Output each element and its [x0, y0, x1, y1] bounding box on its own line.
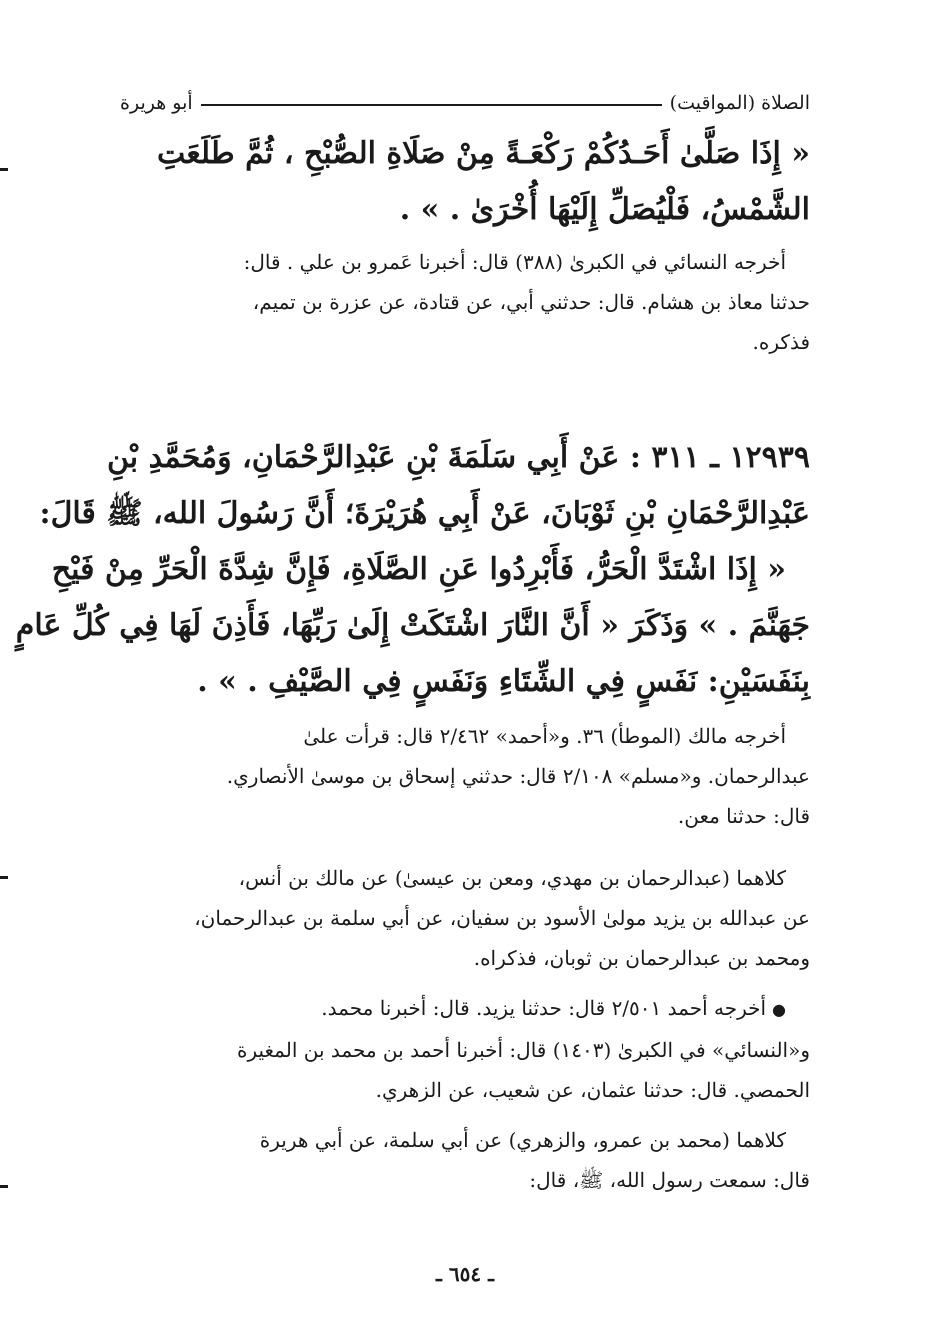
text-line: « إِذَا صَلَّىٰ أَحَـدُكُمْ رَكْعَـةً مِنْ صَلَاةِ الصُّبْحِ ، ثُمَّ طَلَعَتِ — [156, 136, 810, 171]
margin-mark — [0, 168, 8, 171]
text-line: عبدالرحمان. و«مسلم» ٢/١٠٨ قال: حدثني إسحاق بن موسىٰ الأنصاري. — [226, 764, 810, 788]
text-line: « إِذَا اشْتَدَّ الْحَرُّ، فَأَبْرِدُوا عَنِ الصَّلَاةِ، فَإِنَّ شِدَّةَ الْحَرِّ مِنْ فَيْحِ — [51, 552, 786, 587]
margin-mark — [0, 1185, 8, 1188]
hadith-entry — [15, 430, 810, 710]
page-number: ـ ٦٥٤ ـ — [436, 1262, 494, 1286]
text-line: عن عبدالله بن يزيد مولىٰ الأسود بن سفيان، عن أبي سلمة بن عبدالرحمان، — [194, 906, 810, 930]
text-line: أخرجه النسائي في الكبرىٰ (٣٨٨) قال: أخبرنا عَمرو بن علي . قال: — [243, 250, 786, 274]
text-line: بِنَفَسَيْنِ: نَفَسٍ فِي الشِّتَاءِ وَنَفَسٍ فِي الصَّيْفِ . » . — [197, 664, 810, 699]
header-rule — [201, 104, 662, 106]
text-line: كلاهما (عبدالرحمان بن مهدي، ومعن بن عيسىٰ) عن مالك بن أنس، — [238, 866, 786, 890]
text-line: أخرجه مالك (الموطأ) ٣٦. و«أحمد» ٢/٤٦٢ قال: قرأت علىٰ — [303, 724, 786, 748]
text-line: أخرجه أحمد ٢/٥٠١ قال: حدثنا يزيد. قال: أخبرنا محمد. — [321, 996, 767, 1020]
margin-mark — [0, 876, 8, 879]
header-chapter: الصلاة (المواقيت) — [669, 92, 810, 114]
takhrij-note — [120, 858, 810, 978]
takhrij-note — [120, 1120, 810, 1200]
text-line: ١٢٩٣٩ ـ ٣١١ : عَنْ أَبِي سَلَمَةَ بْنِ عَبْدِالرَّحْمَانِ، وَمُحَمَّدِ بْنِ — [106, 440, 810, 475]
text-line: قال: حدثنا معن. — [677, 804, 810, 828]
text-line: الشَّمْسُ، فَلْيُصَلِّ إِلَيْهَا أُخْرَىٰ . » . — [399, 192, 810, 227]
text-line: حدثنا معاذ بن هشام. قال: حدثني أبي، عن قتادة، عن عزرة بن تميم، — [252, 290, 810, 314]
text-line: قال: سمعت رسول الله، ﷺ، قال: — [529, 1168, 810, 1192]
text-line: فذكره. — [752, 330, 810, 354]
takhrij-note — [120, 716, 810, 836]
text-line: و«النسائي» في الكبرىٰ (١٤٠٣) قال: أخبرنا أحمد بن محمد بن المغيرة — [236, 1038, 810, 1062]
text-line: جَهَنَّمَ . » وَذَكَرَ « أَنَّ النَّارَ اشْتَكَتْ إِلَىٰ رَبِّهَا، فَأَذِنَ لَهَا فِي كُلِّ عَامٍ — [15, 608, 810, 643]
text-line: الحمصي. قال: حدثنا عثمان، عن شعيب، عن الزهري. — [375, 1078, 810, 1102]
header-narrator: أبو هريرة — [120, 92, 193, 114]
takhrij-note — [120, 988, 810, 1110]
text-line: عَبْدِالرَّحْمَانِ بْنِ ثَوْبَانَ، عَنْ أَبِي هُرَيْرَةَ؛ أَنَّ رَسُولَ الله، ﷺ قَالَ: — [39, 496, 810, 531]
running-header — [120, 88, 810, 118]
text-line: كلاهما (محمد بن عمرو، والزهري) عن أبي سلمة، عن أبي هريرة — [259, 1128, 786, 1152]
bullet-icon: ● — [772, 1000, 786, 1019]
takhrij-note — [120, 242, 810, 362]
text-line: ومحمد بن عبدالرحمان بن ثوبان، فذكراه. — [473, 946, 810, 970]
hadith-text — [120, 126, 810, 238]
